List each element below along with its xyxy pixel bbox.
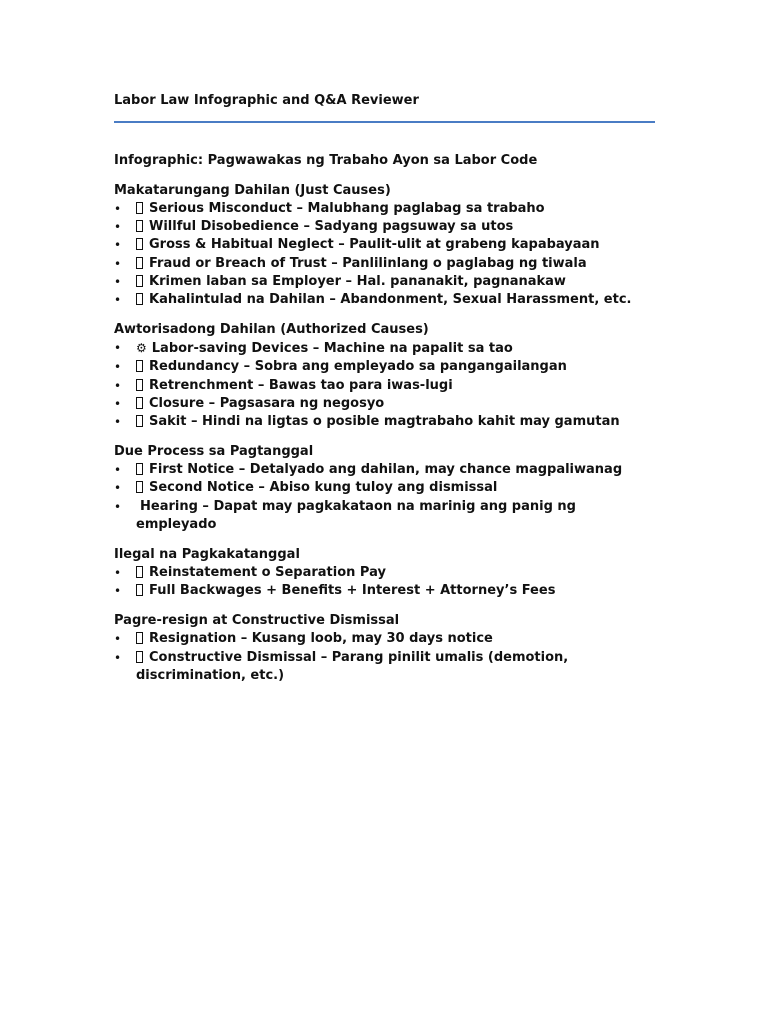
list-item-text: First Notice – Detalyado ang dahilan, may chance magpaliwanag [149,462,623,478]
list-item [114,479,659,497]
missing-glyph-icon [136,463,143,475]
missing-glyph-icon [136,293,143,305]
sections-container [114,182,659,685]
list-item [114,339,659,358]
list-item [114,564,659,582]
document-body [114,92,659,685]
section [114,546,659,600]
list-item-text: Resignation – Kusang loob, may 30 days notice [149,631,493,647]
list-item-text: Sakit – Hindi na ligtas o posible magtrabaho kahit may gamutan [149,414,620,430]
list-item-text: Constructive Dismissal – Parang pinilit umalis (demotion, discrimination, etc.) [136,649,569,683]
list-item [114,291,659,309]
bullet-list [114,200,659,309]
bullet-list [114,461,659,534]
list-item [114,377,659,395]
section-heading: Ilegal na Pagkakatanggal [114,547,300,563]
section [114,321,659,431]
list-item-text: Retrenchment – Bawas tao para iwas-lugi [149,377,453,393]
document-title: Labor Law Infographic and Q&A Reviewer [114,93,419,108]
bullet-list [114,564,659,600]
section-heading: Pagre-resign at Constructive Dismissal [114,613,400,629]
title-underline [114,121,655,123]
list-item [114,461,659,479]
list-item-text: Willful Disobedience – Sadyang pagsuway sa utos [149,219,514,235]
infographic-heading: Infographic: Pagwawakas ng Trabaho Ayon sa Labor Code [114,153,538,168]
bullet-list [114,339,659,431]
gear-icon: ⚙ [136,341,147,356]
section-heading: Due Process sa Pagtanggal [114,444,314,460]
list-item [114,273,659,291]
list-item [114,498,659,534]
section [114,612,659,685]
missing-glyph-icon [136,202,143,214]
list-item-text: Gross & Habitual Neglect – Paulit-ulit at grabeng kapabayaan [149,237,600,253]
missing-glyph-icon [136,360,143,372]
list-item [114,630,659,648]
list-item [114,413,659,431]
list-item [114,236,659,254]
list-item [114,255,659,273]
section [114,443,659,534]
list-item-text: Closure – Pagsasara ng negosyo [149,395,385,411]
bullet-list [114,630,659,685]
list-item-text: Krimen laban sa Employer – Hal. pananakit, pagnanakaw [149,273,566,289]
list-item-text: Redundancy – Sobra ang empleyado sa pangangailangan [149,359,567,375]
list-item-text: Full Backwages + Benefits + Interest + Attorney’s Fees [149,583,556,599]
missing-glyph-icon [136,220,143,232]
missing-glyph-icon [136,397,143,409]
list-item [114,358,659,376]
list-item [114,649,659,685]
list-item-text: Labor-saving Devices – Machine na papalit sa tao [151,341,513,357]
missing-glyph-icon [136,379,143,391]
section-heading: Awtorisadong Dahilan (Authorized Causes) [114,322,429,338]
list-item [114,395,659,413]
missing-glyph-icon [136,257,143,269]
missing-glyph-icon [136,566,143,578]
missing-glyph-icon [136,275,143,287]
list-item [114,218,659,236]
section [114,182,659,309]
list-item-text: Fraud or Breach of Trust – Panlilinlang o paglabag ng tiwala [149,255,587,271]
missing-glyph-icon [136,481,143,493]
missing-glyph-icon [136,632,143,644]
list-item [114,200,659,218]
list-item [114,582,659,600]
list-item-text: Second Notice – Abiso kung tuloy ang dismissal [149,480,498,496]
list-item-text: Kahalintulad na Dahilan – Abandonment, Sexual Harassment, etc. [149,292,632,308]
missing-glyph-icon [136,584,143,596]
list-item-text: Hearing – Dapat may pagkakataon na marinig ang panig ng empleyado [136,498,576,532]
list-item-text: Serious Misconduct – Malubhang paglabag sa trabaho [149,201,545,216]
list-item-text: Reinstatement o Separation Pay [149,565,386,581]
section-heading: Makatarungang Dahilan (Just Causes) [114,183,391,198]
missing-glyph-icon [136,651,143,663]
missing-glyph-icon [136,238,143,250]
missing-glyph-icon [136,415,143,427]
